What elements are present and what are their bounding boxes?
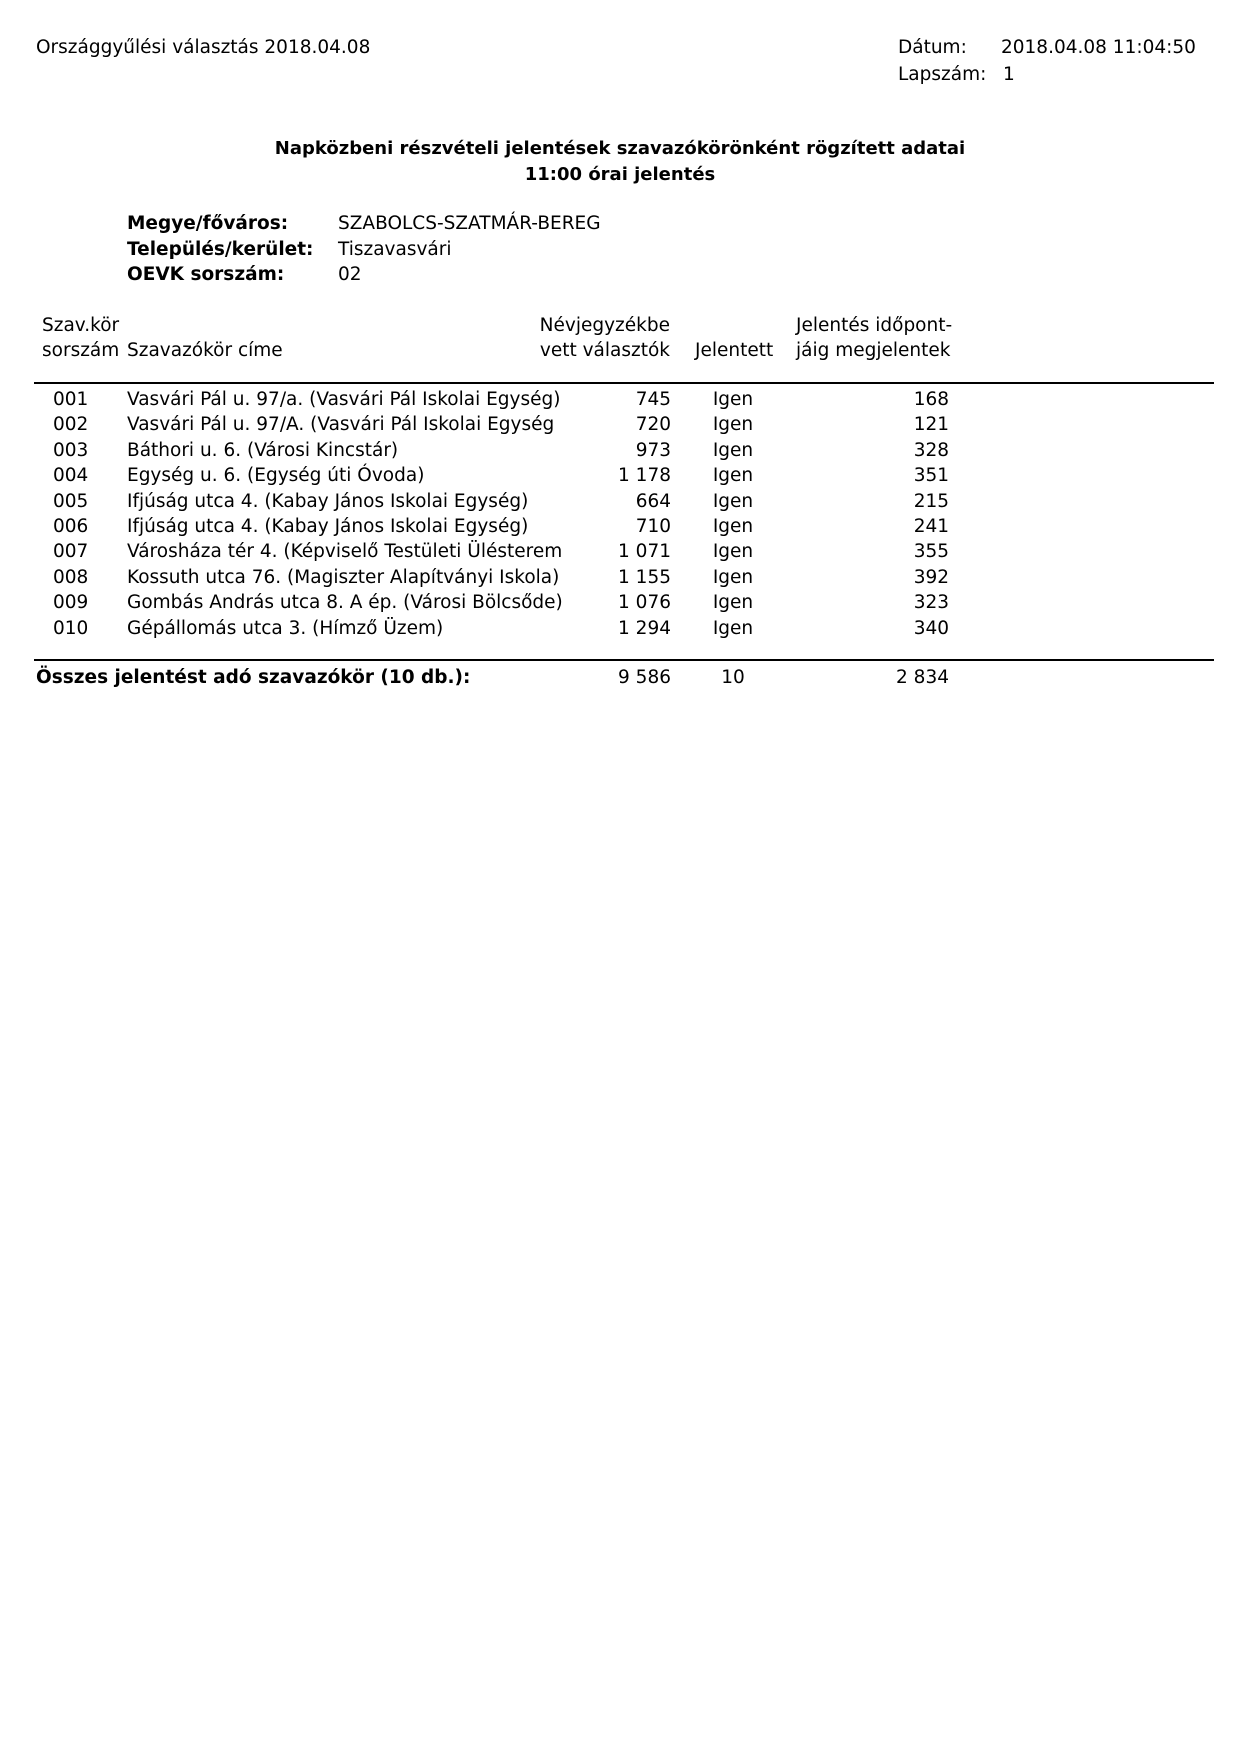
registered-voters: 745 (635, 389, 671, 410)
registered-voters: 973 (635, 440, 671, 461)
registered-voters: 1 178 (618, 465, 671, 486)
table-row (0, 567, 1240, 589)
table-row (0, 465, 1240, 487)
turnout-count: 168 (913, 389, 949, 410)
precinct-address: Ifjúság utca 4. (Kabay János Iskolai Egység) (127, 516, 529, 537)
header-precinct-number-line2: sorszám (42, 340, 120, 361)
precinct-number: 007 (53, 541, 89, 562)
header-turnout-line1: Jelentés időpont- (796, 315, 953, 336)
table-row (0, 389, 1240, 411)
registered-voters: 664 (635, 491, 671, 512)
reported-status: Igen (712, 592, 754, 613)
reported-status: Igen (712, 491, 754, 512)
turnout-count: 340 (913, 618, 949, 639)
table-row (0, 541, 1240, 563)
reported-status: Igen (712, 440, 754, 461)
precinct-address: Gépállomás utca 3. (Hímző Üzem) (127, 618, 444, 639)
turnout-count: 215 (913, 491, 949, 512)
header-divider (34, 382, 1214, 384)
county-value: SZABOLCS-SZATMÁR-BEREG (338, 213, 601, 234)
reported-status: Igen (712, 541, 754, 562)
settlement-value: Tiszavasvári (338, 239, 452, 260)
turnout-count: 241 (913, 516, 949, 537)
precinct-number: 008 (53, 567, 89, 588)
header-registered-voters-line2: vett választók (539, 340, 670, 361)
registered-voters: 720 (635, 414, 671, 435)
precinct-address: Kossuth utca 76. (Magiszter Alapítványi Iskola) (127, 567, 560, 588)
registered-voters: 1 294 (618, 618, 671, 639)
precinct-number: 004 (53, 465, 89, 486)
turnout-count: 351 (913, 465, 949, 486)
turnout-count: 355 (913, 541, 949, 562)
turnout-count: 323 (913, 592, 949, 613)
total-turnout: 2 834 (896, 667, 949, 688)
reported-status: Igen (712, 414, 754, 435)
table-row (0, 414, 1240, 436)
total-row (0, 667, 1240, 689)
precinct-number: 001 (53, 389, 89, 410)
precinct-address: Gombás András utca 8. A ép. (Városi Bölcsőde) (127, 592, 563, 613)
table-row (0, 440, 1240, 462)
precinct-number: 002 (53, 414, 89, 435)
precinct-address: Városháza tér 4. (Képviselő Testületi Ülésterem (127, 541, 563, 562)
date-value: 2018.04.08 11:04:50 (1001, 37, 1196, 58)
precinct-address: Vasvári Pál u. 97/A. (Vasvári Pál Iskolai Egység (127, 414, 555, 435)
registered-voters: 1 076 (618, 592, 671, 613)
precinct-address: Báthori u. 6. (Városi Kincstár) (127, 440, 399, 461)
district-label: OEVK sorszám: (127, 264, 285, 285)
precinct-address: Egység u. 6. (Egység úti Óvoda) (127, 465, 425, 486)
table-row (0, 592, 1240, 614)
page-number-label: Lapszám: (898, 64, 987, 85)
turnout-count: 392 (913, 567, 949, 588)
reported-status: Igen (712, 516, 754, 537)
election-name: Országgyűlési választás 2018.04.08 (36, 37, 371, 58)
precinct-number: 003 (53, 440, 89, 461)
table-row (0, 618, 1240, 640)
table-row (0, 516, 1240, 538)
turnout-count: 328 (913, 440, 949, 461)
total-label: Összes jelentést adó szavazókör (10 db.): (36, 667, 471, 688)
table-row (0, 491, 1240, 513)
settlement-label: Település/kerület: (127, 239, 314, 260)
page-number-value: 1 (1003, 64, 1015, 85)
reported-status: Igen (712, 567, 754, 588)
turnout-count: 121 (913, 414, 949, 435)
registered-voters: 1 071 (618, 541, 671, 562)
date-label: Dátum: (898, 37, 967, 58)
precinct-number: 009 (53, 592, 89, 613)
precinct-number: 006 (53, 516, 89, 537)
reported-status: Igen (712, 618, 754, 639)
registered-voters: 1 155 (618, 567, 671, 588)
district-value: 02 (338, 264, 362, 285)
report-subtitle: 11:00 órai jelentés (524, 164, 716, 185)
precinct-address: Ifjúság utca 4. (Kabay János Iskolai Egység) (127, 491, 529, 512)
header-precinct-number-line1: Szav.kör (42, 315, 120, 336)
total-reported-count: 10 (721, 667, 745, 688)
header-precinct-address: Szavazókör címe (127, 340, 283, 361)
reported-status: Igen (712, 465, 754, 486)
precinct-number: 010 (53, 618, 89, 639)
precinct-address: Vasvári Pál u. 97/a. (Vasvári Pál Iskolai Egység) (127, 389, 561, 410)
total-registered-voters: 9 586 (618, 667, 671, 688)
precinct-number: 005 (53, 491, 89, 512)
total-divider (34, 659, 1214, 661)
header-turnout-line2: jáig megjelentek (796, 340, 951, 361)
header-reported: Jelentett (695, 340, 774, 361)
header-registered-voters-line1: Névjegyzékbe (539, 315, 670, 336)
reported-status: Igen (712, 389, 754, 410)
county-label: Megye/főváros: (127, 213, 289, 234)
registered-voters: 710 (635, 516, 671, 537)
report-title: Napközbeni részvételi jelentések szavazókörönként rögzített adatai (274, 138, 966, 159)
